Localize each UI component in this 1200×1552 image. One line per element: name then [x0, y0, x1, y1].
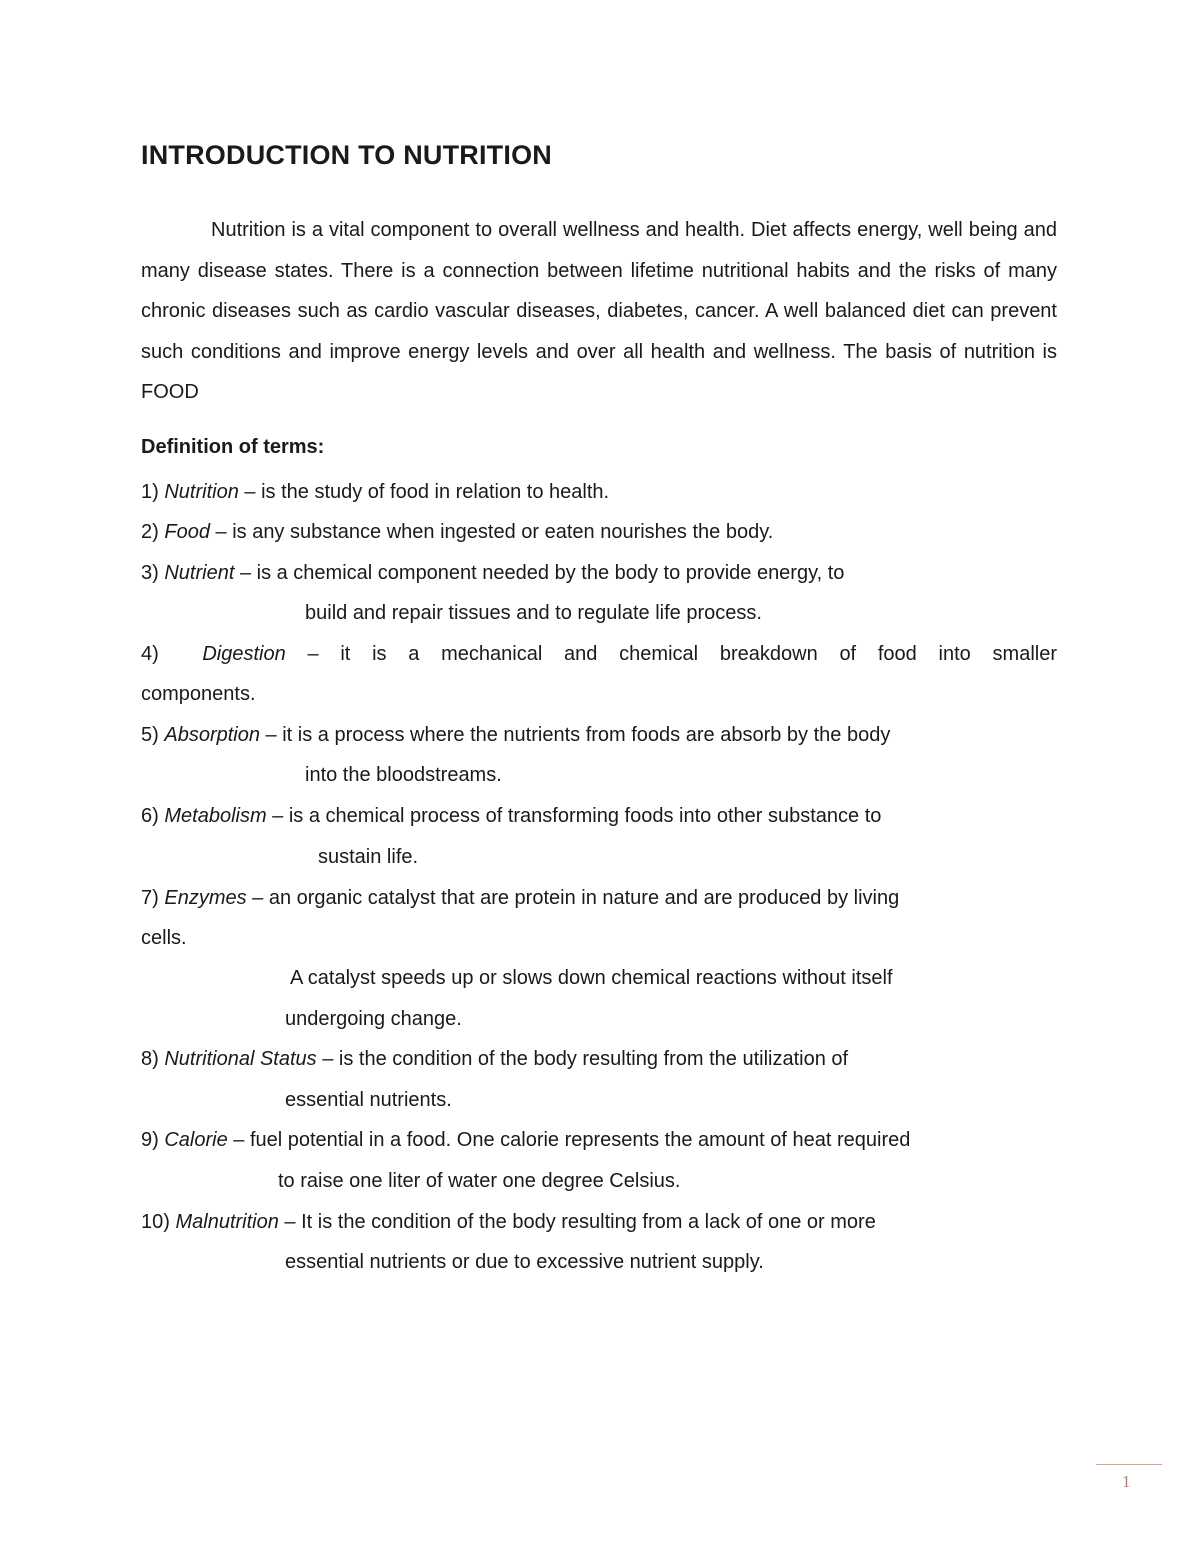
definition-item-nutrient: [141, 559, 844, 587]
definition-continuation: build and repair tissues and to regulate life process.: [305, 602, 762, 624]
definition-item-metabolism: [141, 802, 881, 830]
definition-text: – is any substance when ingested or eaten nourishes the body.: [209, 521, 774, 543]
definition-text: – fuel potential in a food. One calorie represents the amount of heat required: [227, 1129, 911, 1151]
definitions-heading: Definition of terms:: [141, 436, 325, 458]
definition-item-digestion: [141, 640, 1057, 668]
definition-term: Food: [164, 521, 210, 543]
definition-text: – is the study of food in relation to health.: [238, 481, 610, 503]
definition-text: – is a chemical process of transforming foods into other substance to: [266, 805, 882, 827]
definition-number: 10): [141, 1211, 170, 1233]
definition-term: Malnutrition: [175, 1211, 279, 1233]
definition-text: – It is the condition of the body resulting from a lack of one or more: [278, 1211, 876, 1233]
definition-number: 7): [141, 887, 159, 909]
definition-item-nutritional-status: [141, 1045, 848, 1073]
definition-continuation: sustain life.: [318, 846, 419, 868]
intro-paragraph: Nutrition is a vital component to overall wellness and health. Diet affects energy, well being and many disease states. There is a connection between lifetime nutritional habits and the risks of many chronic diseases such as cardio vascular diseases, diabetes, cancer. A well balanced diet can prevent such conditions and improve energy levels and over all health and wellness. The basis of nutrition is FOOD: [141, 219, 1057, 403]
definition-note: undergoing change.: [285, 1008, 462, 1030]
definition-text: – it is a mechanical and chemical breakdown of food into smaller: [285, 643, 1057, 665]
definition-term: Digestion: [202, 643, 286, 665]
definition-continuation: essential nutrients.: [285, 1089, 452, 1111]
definition-item-food: [141, 518, 773, 546]
definition-item-malnutrition: [141, 1208, 876, 1236]
definition-text: – is a chemical component needed by the body to provide energy, to: [234, 562, 845, 584]
definition-continuation: cells.: [141, 927, 187, 949]
definition-term: Nutritional Status: [164, 1048, 317, 1070]
definition-continuation: to raise one liter of water one degree Celsius.: [278, 1170, 681, 1192]
definition-text: – it is a process where the nutrients from foods are absorb by the body: [259, 724, 891, 746]
definition-number: 9): [141, 1129, 159, 1151]
definition-number: 6): [141, 805, 159, 827]
footer-divider: [1096, 1464, 1162, 1465]
definition-number: 4): [141, 643, 159, 665]
definition-item-calorie: [141, 1126, 910, 1154]
page-title: INTRODUCTION TO NUTRITION: [141, 140, 552, 170]
definition-item-enzymes: [141, 884, 899, 912]
page-number: 1: [1122, 1472, 1131, 1491]
definition-number: 8): [141, 1048, 159, 1070]
definition-term: Absorption: [164, 724, 260, 746]
definition-text: – is the condition of the body resulting from the utilization of: [316, 1048, 849, 1070]
definition-item-absorption: [141, 721, 890, 749]
definition-continuation: into the bloodstreams.: [305, 764, 502, 786]
definition-term: Enzymes: [164, 887, 247, 909]
definition-number: 3): [141, 562, 159, 584]
definition-number: 5): [141, 724, 159, 746]
definition-term: Metabolism: [164, 805, 267, 827]
definition-continuation: components.: [141, 683, 256, 705]
definition-note: A catalyst speeds up or slows down chemical reactions without itself: [290, 967, 893, 989]
definition-number: 1): [141, 481, 159, 503]
definition-term: Nutrition: [164, 481, 239, 503]
definition-number: 2): [141, 521, 159, 543]
definition-text: – an organic catalyst that are protein in nature and are produced by living: [246, 887, 900, 909]
definition-continuation: essential nutrients or due to excessive nutrient supply.: [285, 1251, 764, 1273]
definition-term: Calorie: [164, 1129, 228, 1151]
definition-item-nutrition: [141, 478, 609, 506]
definition-term: Nutrient: [164, 562, 235, 584]
